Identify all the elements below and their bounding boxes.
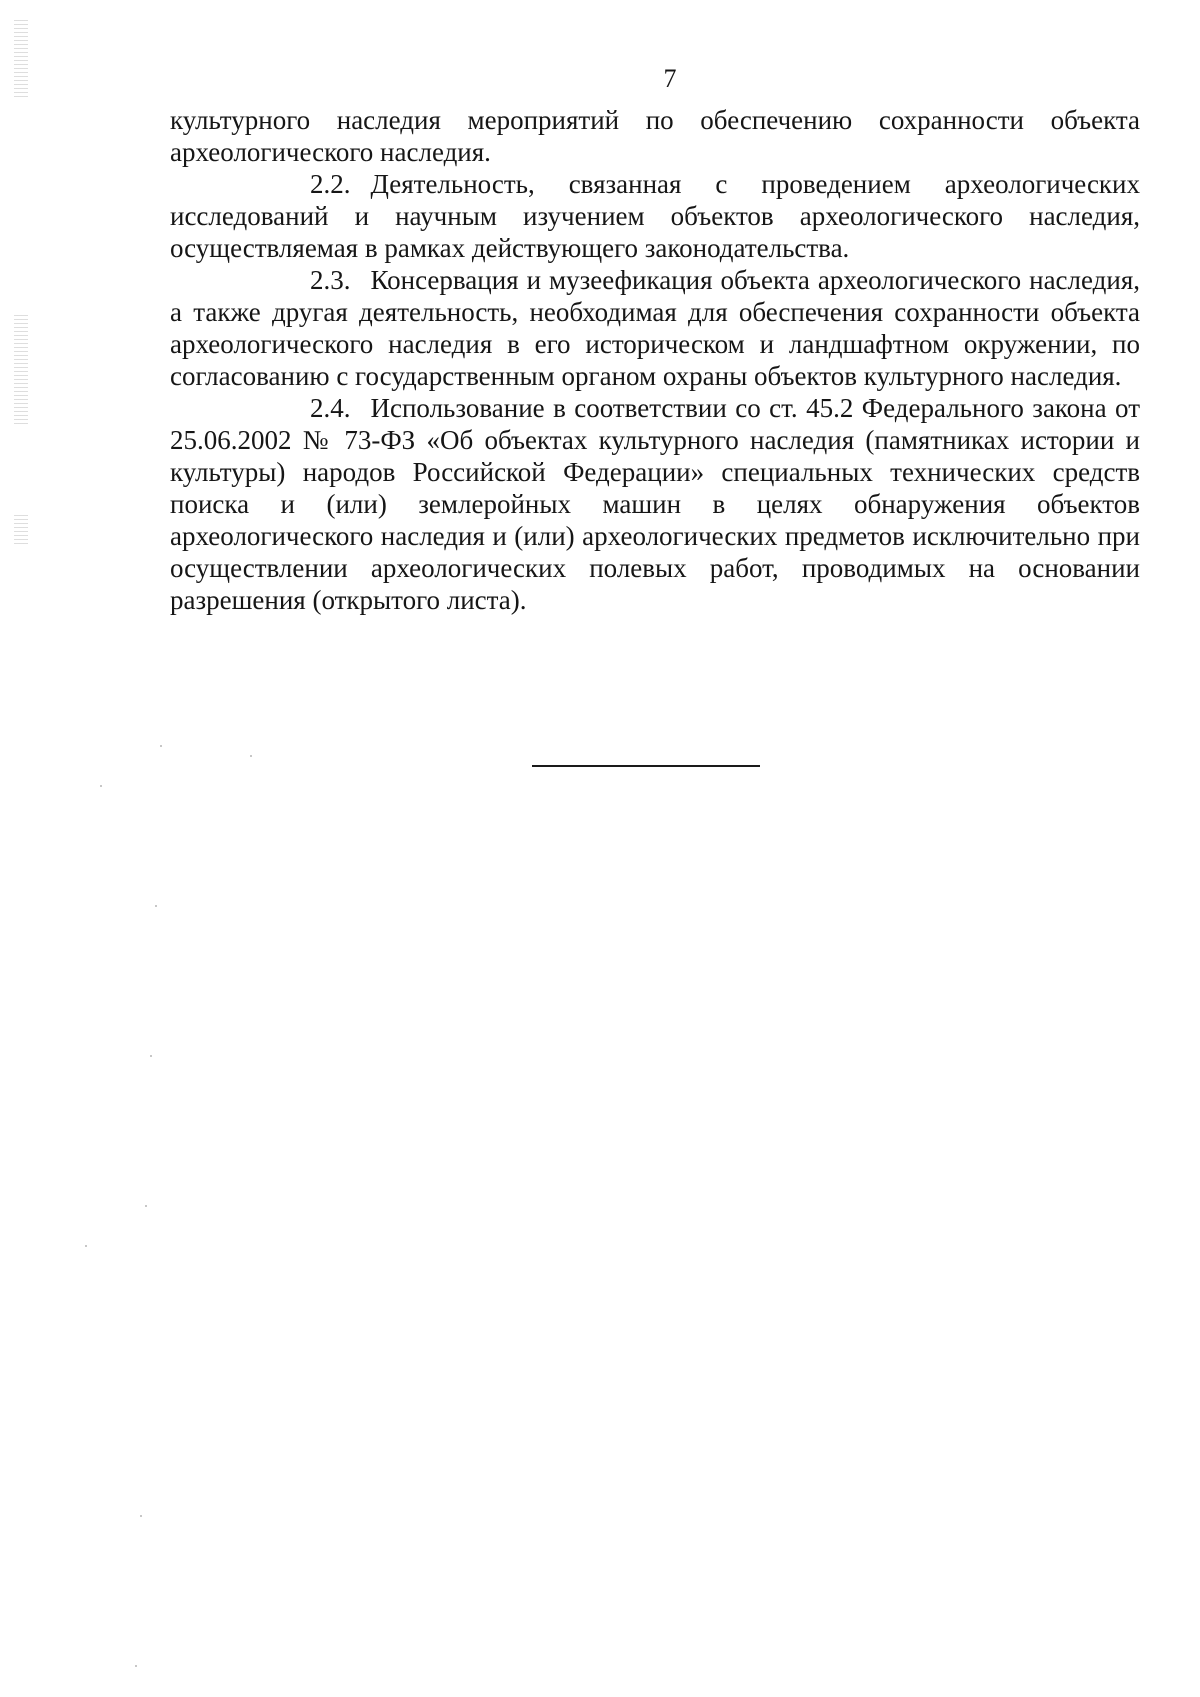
page-number: 7 [663, 64, 677, 93]
scan-speck [100, 785, 102, 787]
scan-speck [145, 1205, 147, 1207]
paragraph-text: Консервация и музеефикация объекта археологического наследия, а также другая деятельность, необходимая для обеспечения сохранности объекта археологического наследия в его историческом и ландшафтном окружении, по согласованию с государственным органом охраны объектов культурного наследия. [170, 265, 1140, 391]
paragraph-text: Деятельность, связанная с проведением археологических исследований и научным изучением объектов археологического наследия, осуществляемая в рамках действующего законодательства. [170, 169, 1140, 263]
end-divider-line [532, 765, 760, 767]
paragraph-2-4 [170, 392, 1140, 616]
document-body [170, 104, 1140, 616]
paragraph-text: Использование в соответствии со ст. 45.2 Федерального закона от 25.06.2002 № 73-ФЗ «Об объектах культурного наследия (памятниках истории и культуры) народов Российской Федерации» специальных технических средств поиска и (или) землеройных машин в целях обнаружения объектов археологического наследия и (или) археологических предметов исключительно при осуществлении археологических полевых работ, проводимых на основании разрешения (открытого листа). [170, 393, 1140, 615]
scan-speck [155, 905, 157, 907]
paragraph-2-3 [170, 264, 1140, 392]
paragraph-number: 2.3. [310, 265, 351, 295]
paragraph-2-2 [170, 168, 1140, 264]
scan-speck [250, 755, 252, 757]
scan-speck [135, 1665, 137, 1667]
scan-speck [160, 745, 162, 747]
scan-speck [150, 1055, 152, 1057]
scan-artifact [14, 315, 28, 425]
scan-speck [85, 1245, 87, 1247]
scan-artifact [14, 515, 28, 545]
paragraph-text: культурного наследия мероприятий по обеспечению сохранности объекта археологического наследия. [170, 105, 1140, 167]
scan-speck [140, 1515, 142, 1517]
paragraph-continuation [170, 104, 1140, 168]
paragraph-number: 2.4. [310, 393, 351, 423]
paragraph-number: 2.2. [310, 169, 351, 199]
